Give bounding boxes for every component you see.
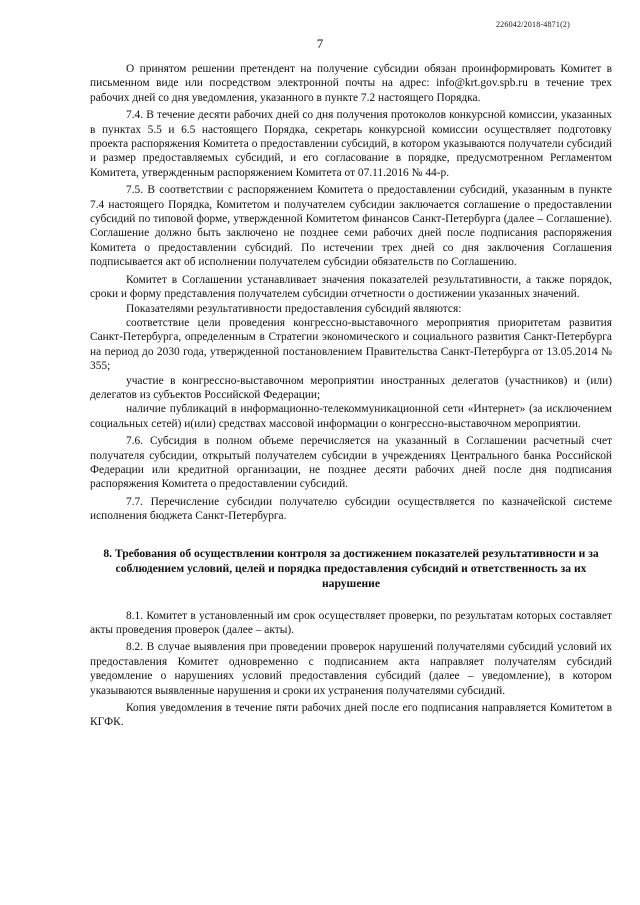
paragraph-7-5: 7.5. В соответствии с распоряжением Комитета о предоставлении субсидий, указанным в пункте 7.4 настоящего Порядка, Комитетом и получателем субсидии заключается соглашение о предоставлении субсидий по типовой форме, утвержденной Комитетом финансов Санкт-Петербурга (далее – Соглашение). Соглашение должно быть заключено не позднее семи рабочих дней после подписания распоряжения Комитета о предоставлении субсидий. По истечении трех дней со дня заключения Соглашения подписывается акт об исполнении получателем субсидии обязательств по Соглашению.	[90, 184, 612, 269]
document-body	[90, 62, 612, 730]
paragraph-8-1: 8.1. Комитет в установленный им срок осуществляет проверки, по результатам которых составляет акты проведения проверок (далее – акты).	[90, 609, 612, 636]
paragraph-indicators-setting: Комитет в Соглашении устанавливает значения показателей результативности, а также порядок, сроки и форму представления получателем субсидии отчетности о достижении указанных значений.	[90, 273, 612, 301]
paragraph-7-4: 7.4. В течение десяти рабочих дней со дня получения протоколов конкурсной комиссии, указанных в пунктах 5.5 и 6.5 настоящего Порядка, секретарь конкурсной комиссии осуществляет подготовку проекта распоряжения Комитета о предоставлении субсидий, в котором указываются получатели субсидий и размер предоставляемых субсидий, и его согласование в порядке, предусмотренном Регламентом Комитета, утвержденным распоряжением Комитета от 07.11.2016 № 44-р.	[90, 109, 612, 179]
section-heading-8: 8. Требования об осуществлении контроля за достижением показателей результативности и за соблюдением условий, целей и порядка предоставления субсидий и ответственность за их нарушение	[103, 546, 599, 590]
paragraph-indicator-1: соответствие цели проведения конгрессно-выставочного мероприятия приоритетам развития Санкт-Петербурга, определенным в Стратегии экономического и социального развития Санкт-Петербурга на период до 2030 года, утвержденной постановлением Правительства Санкт-Петербурга от 13.05.2014 № 355;	[90, 316, 612, 373]
paragraph-7-7: 7.7. Перечисление субсидии получателю субсидии осуществляется по казначейской системе исполнения бюджета Санкт-Петербурга.	[90, 495, 612, 523]
paragraph-8-2: 8.2. В случае выявления при проведении проверок нарушений получателями субсидий условий их предоставления Комитет одновременно с подписанием акта направляет получателям субсидий уведомление о нарушениях условий предоставления субсидий (далее – уведомление), в котором указываются выявленные нарушения и сроки их устранения получателями субсидий.	[90, 641, 612, 697]
paragraph-notify: О принятом решении претендент на получение субсидии обязан проинформировать Комитет в письменном виде или посредством электронной почты на адрес: info@krt.gov.spb.ru в течение трех рабочих дней со дня уведомления, указанного в пункте 7.2 настоящего Порядка.	[90, 63, 612, 104]
page-number: 7	[316, 36, 324, 51]
paragraph-7-6: 7.6. Субсидия в полном объеме перечисляется на указанный в Соглашении расчетный счет получателя субсидии, открытый получателем субсидии в учреждениях Центрального банка Российской Федерации или кредитной организации, не позднее десяти рабочих дней после дня подписания распоряжения Комитета о предоставлении субсидий.	[90, 435, 612, 491]
paragraph-notice-copy: Копия уведомления в течение пяти рабочих дней после его подписания направляется Комитетом в КГФК.	[90, 702, 612, 729]
paragraph-indicators-intro: Показателями результативности предоставления субсидий являются:	[126, 302, 462, 315]
document-id: 226042/2018-4871(2)	[495, 20, 570, 29]
paragraph-indicator-2: участие в конгрессно-выставочном мероприятии иностранных делегатов (участников) и (или) делегатов из субъектов Российской Федерации;	[90, 374, 612, 401]
paragraph-indicator-3: наличие публикаций в информационно-телекоммуникационной сети «Интернет» (за исключением социальных сетей) и(или) средствах массовой информации о конгрессно-выставочном мероприятии.	[90, 403, 612, 430]
